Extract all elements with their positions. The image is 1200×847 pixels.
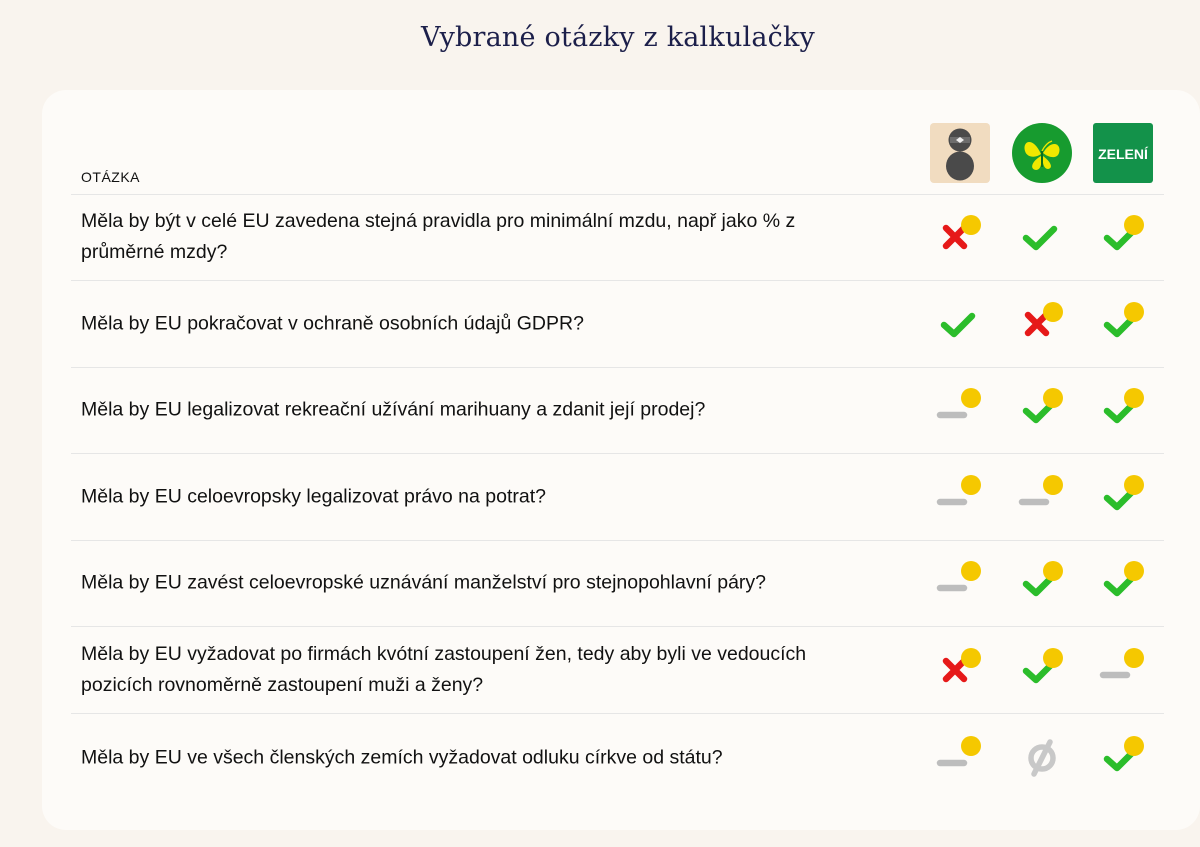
cross-icon [935,212,985,262]
check-icon [1017,558,1067,608]
comparison-card [42,90,1200,830]
table-row [71,540,1164,627]
butterfly-logo-icon [1012,123,1072,183]
check-icon [1098,299,1148,349]
person-avatar-icon [930,123,990,183]
check-icon [1017,645,1067,695]
empty-set-icon [1017,733,1067,783]
question-text: Měla by EU zavést celoevropské uznávání manželství pro stejnopohlavní páry? [81,571,767,594]
question-text: Měla by EU celoevropsky legalizovat právo na potrat? [81,485,546,508]
check-icon [1098,385,1148,435]
neutral-dash-icon [1098,645,1148,695]
check-icon [1098,733,1148,783]
neutral-dash-icon [935,733,985,783]
check-icon [1017,212,1067,262]
table-row [71,281,1164,368]
page-title: Vybrané otázky z kalkulačky [420,22,816,53]
cross-icon [1017,299,1067,349]
check-icon [1098,212,1148,262]
check-icon [1017,385,1067,435]
neutral-dash-icon [935,558,985,608]
cross-icon [935,645,985,695]
question-text: Měla by být v celé EU zavedena stejná pravidla pro minimální mzdu, např jako % z průměrné mzdy? [81,210,796,263]
neutral-dash-icon [935,385,985,435]
check-icon [1098,472,1148,522]
neutral-dash-icon [935,472,985,522]
question-text: Měla by EU legalizovat rekreační užívání marihuany a zdanit její prodej? [81,398,706,421]
question-column-header: OTÁZKA [81,169,141,185]
zeleni-logo-icon [1093,123,1153,183]
check-icon [1098,558,1148,608]
check-icon [935,299,985,349]
question-text: Měla by EU pokračovat v ochraně osobních údajů GDPR? [81,312,584,335]
table-row [71,454,1164,541]
table-row [71,194,1164,281]
table-row [71,715,1164,801]
question-text: Měla by EU ve všech členských zemích vyžadovat odluku církve od státu? [81,746,723,769]
table-header [71,110,1164,195]
table-row [71,367,1164,454]
question-text: Měla by EU vyžadovat po firmách kvótní zastoupení žen, tedy aby byli ve vedoucích pozicích rovnoměrně zastoupení muži a ženy? [81,643,807,696]
neutral-dash-icon [1017,472,1067,522]
zeleni-logo-text: ZELENÍ [1098,146,1148,162]
table-row [71,627,1164,714]
